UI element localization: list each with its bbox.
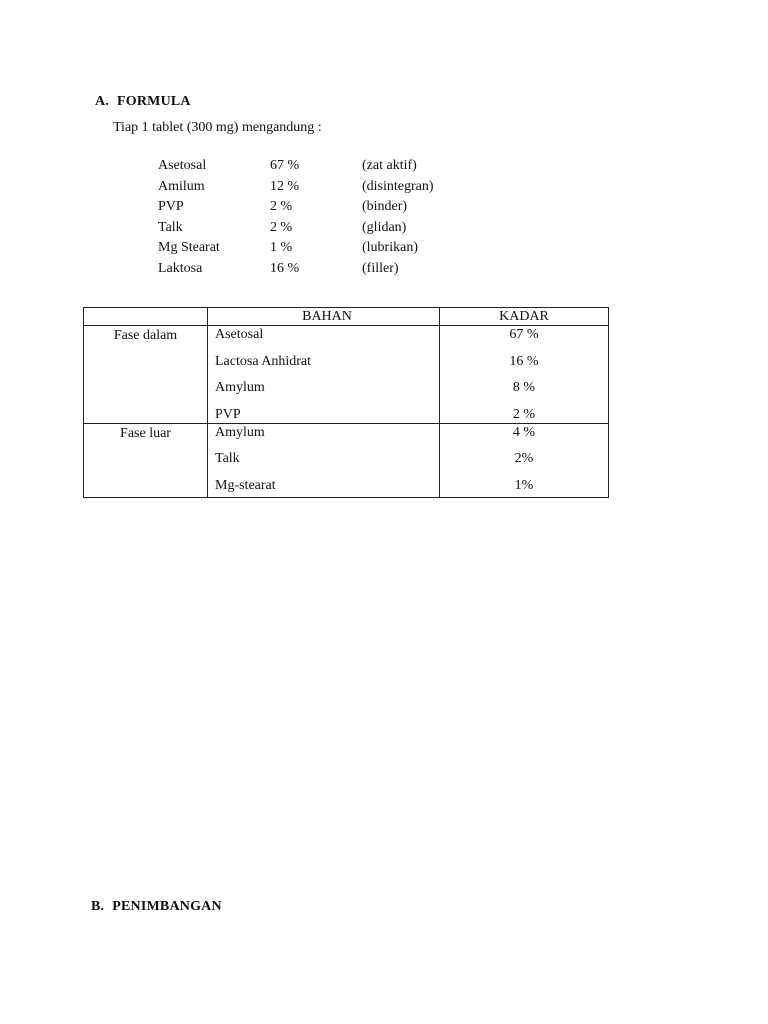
ingredient-percent: 2 % [270, 219, 293, 235]
list-item [158, 157, 478, 178]
bahan-item: Asetosal [215, 327, 264, 342]
ingredient-role: (lubrikan) [362, 240, 418, 256]
kadar-item: 16 % [509, 353, 539, 369]
list-item [158, 260, 478, 281]
table-row [84, 423, 609, 497]
header-phase [84, 308, 208, 326]
bahan-item: Amylum [215, 424, 265, 440]
ingredient-name: Mg Stearat [158, 240, 220, 256]
table-row [84, 326, 609, 424]
header-kadar: KADAR [440, 308, 609, 326]
list-item [158, 178, 478, 199]
phase-cell [84, 423, 208, 497]
formula-table [83, 307, 609, 498]
bahan-cell [208, 423, 440, 497]
kadar-item: 8 % [512, 380, 536, 396]
bahan-cell [208, 326, 440, 424]
ingredient-role: (zat aktif) [362, 158, 417, 173]
kadar-item: 67 % [509, 327, 539, 342]
phase-cell [84, 326, 208, 424]
section-b-title: PENIMBANGAN [112, 899, 222, 914]
section-b-heading [91, 899, 222, 915]
ingredient-percent: 16 % [270, 260, 300, 276]
ingredient-role: (disintegran) [362, 178, 434, 194]
section-a-number: A. [95, 94, 110, 109]
ingredient-name: Laktosa [158, 260, 203, 276]
list-item [158, 239, 478, 260]
kadar-item: 2 % [512, 406, 536, 422]
bahan-item: Mg-stearat [215, 477, 276, 493]
section-a-title: FORMULA [117, 94, 191, 109]
kadar-cell [440, 326, 609, 424]
ingredient-percent: 12 % [270, 178, 300, 194]
intro-text: Tiap 1 tablet (300 mg) mengandung : [113, 120, 322, 135]
list-item [158, 219, 478, 240]
ingredient-percent: 1 % [270, 240, 293, 256]
ingredient-list [158, 157, 478, 281]
ingredient-role: (filler) [362, 260, 399, 276]
section-a-heading [95, 94, 191, 110]
ingredient-name: PVP [158, 199, 184, 215]
ingredient-name: Asetosal [158, 158, 207, 173]
ingredient-percent: 67 % [270, 158, 300, 173]
ingredient-role: (binder) [362, 199, 408, 215]
table-header-row [84, 308, 609, 326]
kadar-item: 1% [514, 477, 534, 493]
bahan-item: Lactosa Anhidrat [215, 353, 312, 369]
bahan-item: Talk [215, 451, 240, 467]
kadar-item: 4 % [512, 424, 536, 440]
section-b-number: B. [91, 899, 105, 914]
bahan-item: PVP [215, 406, 241, 422]
list-item [158, 198, 478, 219]
bahan-item: Amylum [215, 380, 265, 396]
ingredient-percent: 2 % [270, 199, 293, 215]
ingredient-name: Amilum [158, 178, 205, 194]
ingredient-name: Talk [158, 219, 183, 235]
phase-label: Fase luar [120, 425, 171, 441]
kadar-cell [440, 423, 609, 497]
ingredient-role: (glidan) [362, 219, 407, 235]
kadar-item: 2% [514, 451, 534, 467]
header-bahan: BAHAN [208, 308, 440, 326]
phase-label: Fase dalam [113, 328, 178, 343]
